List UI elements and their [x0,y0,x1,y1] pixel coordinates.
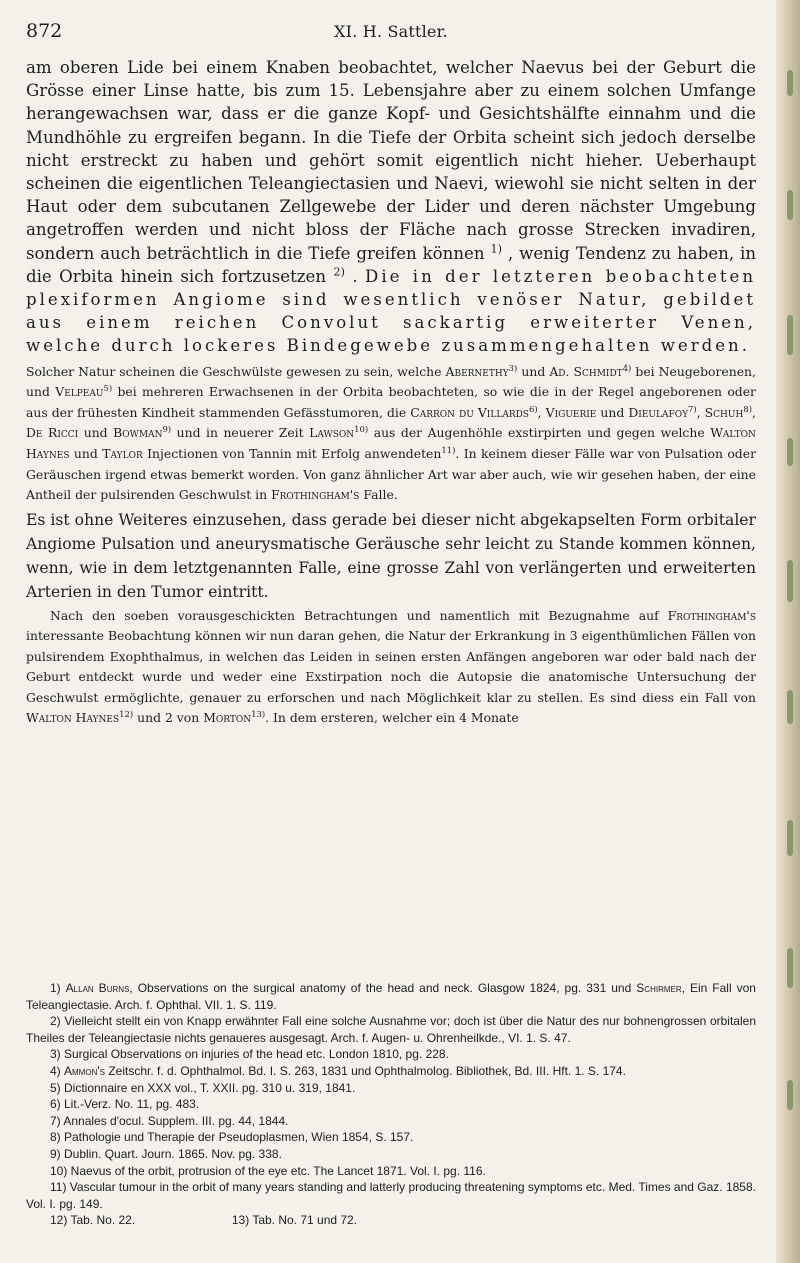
edge-mark [787,690,793,724]
footnote-6: 6) Lit.-Verz. No. 11, pg. 483. [50,1097,200,1112]
p2-t10: und in neuerer Zeit [176,425,304,441]
author-name: Abernethy [445,363,509,379]
edge-mark [787,1080,793,1110]
p4-t3: und 2 von [137,710,200,726]
paragraph-1 [26,56,756,358]
author-name: Frothingham's [667,607,756,623]
footnote-ref-3: 3) [508,362,518,373]
edge-mark [787,560,793,602]
page-number: 872 [26,20,63,42]
paragraph-1-plain: am oberen Lide bei einem Knaben beobachtet, welcher Naevus bei der Geburt die Grösse einer Linse hatte, bis zum 15. Lebensjahre aber zu einem solchen Umfange herangewachsen war, dass er die ganze Kopf- und Gesichtshälfte einnahm und die Mundhöhle zu ergreifen begann. In die Tiefe der Orbita scheint sich jedoch derselbe nicht erstreckt zu haben und gehört somit eigentlich nicht hieher. Ueberhaupt scheinen die eigentlichen Teleangiectasien und Naevi, wiewohl sie nicht selten in der Haut oder dem subcutanen Zellgewebe der Lider und deren nächster Umgebung angetroffen werden und nicht bloss der Fläche nach grosse Strecken invadiren, sondern auch beträchtlich in die Tiefe greifen können [26,58,756,263]
footnote-ref-11: 11) [441,444,456,455]
footnote-11: 11) Vascular tumour in the orbit of many years standing and latterly producing threatening symptoms etc. Med. Times and Gaz. 1858. Vol. I. pg. 149. [26,1180,756,1211]
page-edge-strip [776,0,800,1263]
running-title: XI. H. Sattler. [334,22,448,41]
p2-t1: Solcher Natur scheinen die Geschwülste gewesen zu sein, welche [26,363,442,379]
footnote-ref-8: 8) [743,403,752,414]
author-name: Ad. Schmidt [549,363,623,379]
p2-t9: und [83,425,108,441]
edge-mark [787,820,793,856]
p2-t3: bei Neugeborenen, und [26,363,756,400]
author-name: Schirmer [636,981,682,995]
paragraph-4 [26,606,756,729]
footnote-ref-5: 5) [103,383,113,394]
paragraph-1-mid: , wenig Tendenz zu haben, in die Orbita hinein sich fortzusetzen [26,243,757,286]
footnote-ref-9: 9) [162,424,172,435]
author-name: Schuh [704,404,744,420]
footnote-1 [26,980,756,1013]
footnote-1-number: 1) [50,981,66,995]
footnote-5: 5) Dictionnaire en XXX vol., T. XXII. pg. 310 u. 319, 1841. [50,1080,356,1095]
p2-t2: und [521,363,546,379]
footnotes [26,980,756,1229]
p2-t4: bei mehreren Erwachsenen in der Orbita beobachteten, so wie die in der Regel angeborenen oder aus der frühesten Kindheit stammenden Gefässtumoren, die [26,384,756,420]
paragraph-1-dot: . [352,266,358,286]
footnote-8: 8) Pathologie und Therapie der Pseudoplasmen, Wien 1854, S. 157. [50,1130,414,1145]
author-name: Velpeau [55,384,104,400]
paragraph-2 [26,362,756,506]
author-name: Walton Haynes [26,425,756,462]
footnote-ref-1: 1) [490,242,503,256]
author-name: Lawson [309,425,355,441]
p2-t6: und [600,404,625,420]
footnote-ref-10: 10) [354,424,369,435]
footnote-ref-4: 4) [622,362,632,373]
edge-mark [787,315,793,355]
p2-t5: , [537,404,542,420]
footnote-9: 9) Dublin. Quart. Journ. 1865. Nov. pg. 338. [50,1146,282,1161]
edge-mark [787,438,793,466]
paragraph-1-spaced: Die in der letzteren beobachteten plexiformen Angiome sind wesentlich venöser Natur, gebildet aus einem reichen Convolut sackartig erweiterter Venen, welche durch lockeres Bindegewebe zusammengehalten werden. [26,266,757,356]
author-name: De Ricci [26,425,79,441]
page-header [26,20,756,44]
footnote-13-text: 13) Tab. No. 71 und 72. [231,1213,358,1228]
footnote-12-text: 12) Tab. No. 22. [50,1213,136,1228]
footnote-ref-2: 2) [333,265,345,279]
edge-mark [787,190,793,220]
p2-t8: , [752,404,756,420]
footnote-1-text: , Observations on the surgical anatomy of the head and neck. Glasgow 1824, pg. 331 und [129,981,637,995]
author-name: Taylor [102,446,143,462]
p2-t11: aus der Augenhöhle exstirpirten und gegen welche [373,425,705,441]
main-text [26,56,756,729]
paragraph-3-text: Es ist ohne Weiteres einzusehen, dass gerade bei dieser nicht abgekapselten Form orbitaler Angiome Pulsation und aneurysmatische Geräusche sehr leicht zu Stande kommen können, wenn, wie in dem letztgenannten Falle, eine grosse Zahl von verlängerten und erweiterten Arterien in den Tumor eintritt. [26,510,756,601]
author-name: Ammon's [64,1063,105,1078]
p2-t7: , [696,404,701,420]
footnote-ref-7: 7) [688,403,697,414]
footnote-2: 2) Vielleicht stellt ein von Knapp erwähnter Fall eine solche Ausnahme vor; doch ist über die Natur des nur bohnengrossen orbitalen Theiles der Teleangiectasie nichts genaueres ausgesagt. Arch. f. Augen- u. Ohrenheilkde., VI. 1. S. 47. [26,1014,756,1045]
author-name: Bowman [113,425,163,441]
footnote-3: 3) Surgical Observations on injuries of the head etc. London 1810, pg. 228. [50,1047,449,1062]
author-name: Morton [203,710,252,726]
p2-t15: Falle. [363,487,398,503]
edge-mark [787,70,793,96]
p2-t12: und [73,446,98,462]
footnote-12 [26,1212,756,1229]
author-name: Walton Haynes [26,710,120,726]
footnote-4-number: 4) [50,1063,65,1078]
author-name: Carron du Villards [410,404,529,420]
author-name: Viguerie [545,404,597,420]
p4-t2: interessante Beobachtung können wir nun daran gehen, die Natur der Erkrankung in 3 eigenthümlichen Fällen von pulsirendem Exophthalmus, in welchen das Leiden in seinen ersten Anfängen angeboren war oder bald nach der Geburt entdeckt wurde und weder eine Exstirpation noch die Autopsie die anatomische Untersuchung der Geschwulst ermöglichte, genauer zu erforschen und nach Möglichkeit klar zu stellen. Es sind diess ein Fall von [26,628,756,705]
footnote-4-text: Zeitschr. f. d. Ophthalmol. Bd. I. S. 263, 1831 und Ophthalmolog. Bibliothek, Bd. III. Hft. 1. S. 174. [104,1063,626,1078]
edge-mark [787,948,793,988]
author-name: Dieulafoy [628,404,689,420]
p2-t13: Injectionen von Tannin mit Erfolg anwendeten [147,446,442,462]
footnote-1-text-2: , Ein Fall von Teleangiectasie. Arch. f. Ophthal. VII. 1. S. 119. [26,981,756,1012]
footnote-ref-12: 12) [119,709,134,720]
footnote-10: 10) Naevus of the orbit, protrusion of the eye etc. The Lancet 1871. Vol. I. pg. 116. [50,1163,486,1178]
p2-t14: . In keinem dieser Fälle war von Pulsation oder Geräuschen irgend etwas bemerkt worden. Von ganz ähnlicher Art war aber auch, wie wir gesehen haben, der eine Antheil der pulsirenden Geschwulst in [26,446,756,503]
author-name: Frothingham's [271,487,360,503]
p4-t1: Nach den soeben vorausgeschickten Betrachtungen und namentlich mit Bezugnahme auf [50,607,659,623]
paragraph-3 [26,508,756,604]
footnote-ref-6: 6) [528,403,538,414]
p4-t4: . In dem ersteren, welcher ein 4 Monate [265,710,519,726]
footnote-7: 7) Annales d'ocul. Supplem. III. pg. 44, 1844. [50,1113,289,1128]
footnote-ref-13: 13) [251,709,266,720]
author-name: Allan Burns [65,981,130,995]
footnote-4 [26,1063,756,1080]
